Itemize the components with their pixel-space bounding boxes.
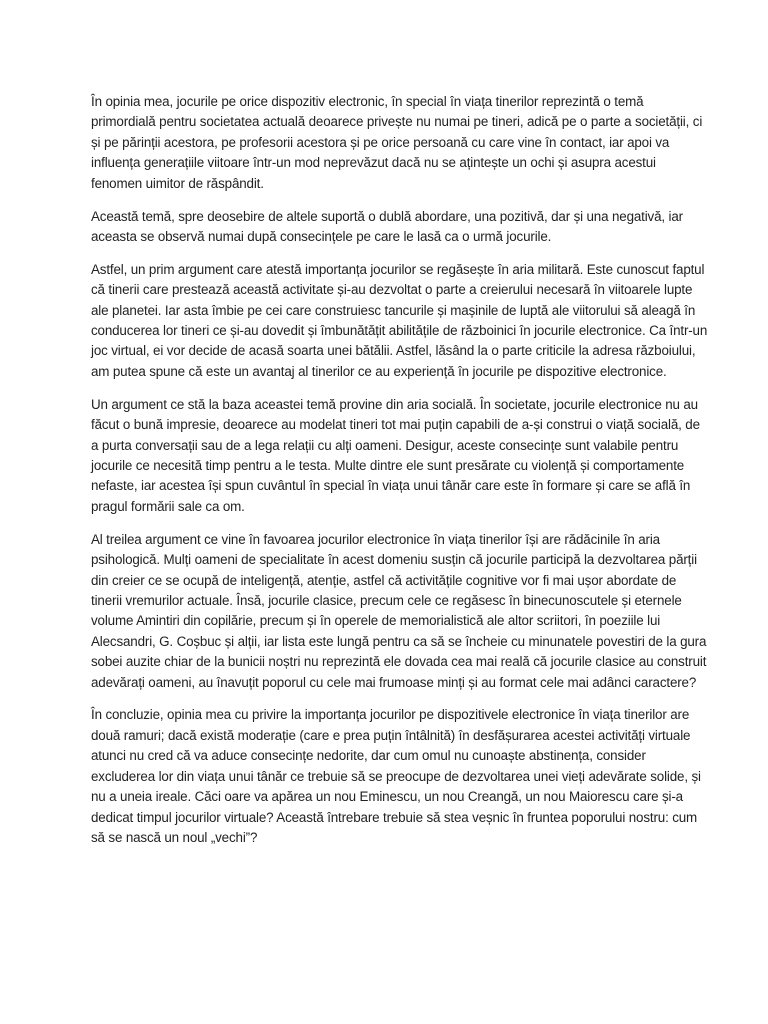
paragraph-intro: În opinia mea, jocurile pe orice dispozitiv electronic, în special în viața tinerilor reprezintă o temă primordială pentru societatea actuală deoarece privește nu numai pe tineri, adică pe o parte a societății, ci și pe părinții acestora, pe profesorii acestora și pe orice persoană cu care vine în contact, iar apoi va influența generațiile viitoare într-un mod neprevăzut dacă nu se ațintește un ochi și asupra acestui fenomen uimitor de răspândit. <box>91 94 703 191</box>
paragraph-argument-social: Un argument ce stă la baza aceastei temă provine din aria socială. În societate, jocurile electronice nu au făcut o bună impresie, deoarece au modelat tineri tot mai puțin capabili de a-și construi o viață socială, de a purta conversații sau de a lega relații cu alți oameni. Desigur, aceste consecințe sunt valabile pentru jocurile ce necesită timp pentru a le testa. Multe dintre ele sunt presărate cu violență și comportamente nefaste, iar acestea își spun cuvântul în special în viața unui tânăr care este în formare și care se află în pragul formării sale ca om. <box>91 396 700 514</box>
paragraph-argument-psychological: Al treilea argument ce vine în favoarea jocurilor electronice în viața tinerilor își are rădăcinile în aria psihologică. Mulți oameni de specialitate în acest domeniu susțin că jocurile participă la dezvoltarea părții din creier ce se ocupă de inteligență, atenție, astfel că activitățile cognitive vor fi mai ușor abordate de tinerii vremurilor actuale. Însă, jocurile clasice, precum cele ce regăsesc în binecunoscutele și eternele volume Amintiri din copilărie, precum și în operele de memorialistică ale altor scriitori, în poeziile lui Alecsandri, G. Coșbuc și alții, iar lista este lungă pentru ca să se încheie cu minunatele povestiri de la gura sobei auzite chiar de la bunicii noștri nu reprezintă ele dovada cea mai reală că jocurile clasice au construit adevărați oameni, au înavuțit poporul cu cele mai frumoase minți și au format cele mai adânci caractere? <box>91 531 707 690</box>
paragraph-conclusion: În concluzie, opinia mea cu privire la importanța jocurilor pe dispozitivele electronice în viața tinerilor are două ramuri; dacă există moderație (care e prea puțin întâlnită) în desfășurarea acestei activități virtuale atunci nu cred că va aduce consecințe nedorite, dar cum omul nu cunoaște abstinența, consider excluderea lor din viața unui tânăr ce trebuie să se preocupe de dezvoltarea unei vieți adevărate solide, și nu a uneia ireale. Căci oare va apărea un nou Eminescu, un nou Creangă, un nou Maiorescu care și-a dedicat timpul jocurilor virtuale? Această întrebare trebuie să stea veșnic în fruntea poporului nostru: cum să se nască un noul „vechi”? <box>91 707 701 845</box>
paragraph-thesis: Această temă, spre deosebire de altele suportă o dublă abordare, una pozitivă, dar și una negativă, iar aceasta se observă numai după consecințele pe care le lasă ca o urmă jocurile. <box>91 208 683 244</box>
essay-body <box>91 92 709 861</box>
paragraph-argument-military: Astfel, un prim argument care atestă importanța jocurilor se regăsește în aria militară. Este cunoscut faptul că tinerii care prestează această activitate și-au dezvoltat o parte a creierului necesară în viitoarele lupte ale planetei. Iar asta îmbie pe cei care construiesc tancurile și mașinile de luptă ale viitorului să aleagă în conducerea lor tineri ce și-au dovedit și îmbunătățit abilitățile de războinici în jocurile electronice. Ca într-un joc virtual, ei vor decide de acasă soarta unei bătălii. Astfel, lăsând la o parte criticile la adresa războiului, am putea spune că este un avantaj al tinerilor ce au experiență în jocurile pe dispozitive electronice. <box>91 261 708 379</box>
